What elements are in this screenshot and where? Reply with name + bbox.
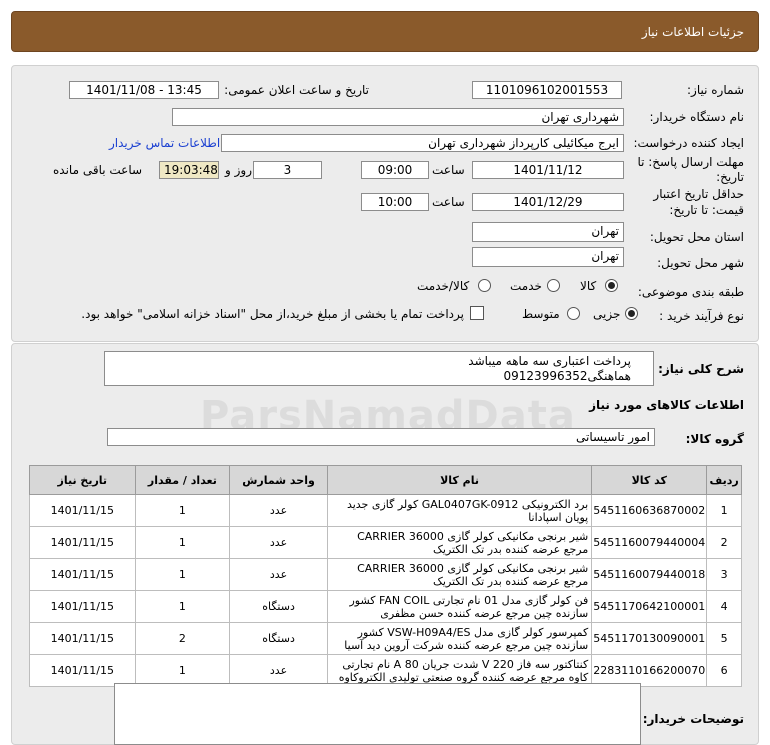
- col-unit-header: واحد شمارش: [230, 466, 328, 495]
- goods-qty: 1: [135, 527, 230, 559]
- need-number-label: شماره نیاز:: [687, 83, 744, 97]
- goods-code: 5451160079440004: [592, 527, 707, 559]
- category-goods-label: کالا: [580, 279, 597, 293]
- validity-date-field: 1401/12/29: [472, 193, 624, 211]
- days-label: روز و: [225, 163, 252, 177]
- need-date: 1401/11/15: [30, 527, 136, 559]
- deadline-label-date: تاریخ:: [716, 170, 744, 184]
- goods-name: شیر برنجی مکانیکی کولر گازی CARRIER 36000 مرجع عرضه کننده بدر تک الکتریک: [327, 559, 591, 591]
- goods-code: 5451160079440018: [592, 559, 707, 591]
- province-field: تهران: [472, 222, 624, 242]
- buyer-notes-field: [114, 683, 641, 745]
- goods-name: شیر برنجی مکانیکی کولر گازی CARRIER 36000 مرجع عرضه کننده بدر تک الکتریک: [327, 527, 591, 559]
- goods-code: 5451170130090001: [592, 623, 707, 655]
- row-number: 1: [707, 495, 742, 527]
- description-field: [104, 351, 654, 386]
- goods-code: 5451170642100001: [592, 591, 707, 623]
- goods-table: [29, 465, 742, 687]
- description-line-2: هماهنگی09123996352: [503, 369, 631, 383]
- goods-qty: 2: [135, 623, 230, 655]
- days-field: 3: [253, 161, 322, 179]
- announce-datetime-field: 1401/11/08 - 13:45: [69, 81, 219, 99]
- description-line-1: پرداخت اعتباری سه ماهه میباشد: [468, 354, 631, 368]
- goods-group-field: امور تاسیساتی: [107, 428, 655, 446]
- validity-time-label: ساعت: [432, 195, 465, 209]
- need-date: 1401/11/15: [30, 655, 136, 687]
- category-both-label: کالا/خدمت: [417, 279, 470, 293]
- deadline-label: مهلت ارسال پاسخ: تا: [637, 155, 744, 169]
- remaining-time-field: 19:03:48: [159, 161, 219, 179]
- need-date: 1401/11/15: [30, 623, 136, 655]
- need-date: 1401/11/15: [30, 559, 136, 591]
- goods-name: کنتاکتور سه فاز V 220 شدت جریان A 80 نام تجارتی کاوه مرجع عرضه کننده گروه صنعتی تولیدی الکتروکاوه: [327, 655, 591, 687]
- province-label: استان محل تحویل:: [649, 230, 744, 244]
- goods-unit: دستگاه: [230, 591, 328, 623]
- col-qty-header: تعداد / مقدار: [135, 466, 230, 495]
- city-label: شهر محل تحویل:: [657, 256, 744, 270]
- goods-name: کمپرسور کولر گازی مدل VSW-H09A4/ES کشور سازنده چین مرجع عرضه کننده شرکت آروین دید آسیا: [327, 623, 591, 655]
- category-service-label: خدمت: [510, 279, 542, 293]
- row-number: 3: [707, 559, 742, 591]
- buyer-org-label: نام دستگاه خریدار:: [649, 110, 744, 124]
- goods-unit: عدد: [230, 495, 328, 527]
- city-field: تهران: [472, 247, 624, 267]
- col-name-header: نام کالا: [327, 466, 591, 495]
- goods-unit: عدد: [230, 527, 328, 559]
- category-service-radio[interactable]: [547, 279, 560, 292]
- purchase-minor-label: جزیی: [593, 307, 621, 321]
- treasury-payment-checkbox[interactable]: [470, 306, 484, 320]
- validity-time-field: 10:00: [361, 193, 429, 211]
- goods-group-label: گروه کالا:: [685, 432, 744, 446]
- goods-qty: 1: [135, 495, 230, 527]
- deadline-time-label: ساعت: [432, 163, 465, 177]
- need-date: 1401/11/15: [30, 591, 136, 623]
- category-both-radio[interactable]: [478, 279, 491, 292]
- deadline-time-field: 09:00: [361, 161, 429, 179]
- col-date-header: تاریخ نیاز: [30, 466, 136, 495]
- table-row: [30, 495, 742, 527]
- table-row: [30, 655, 742, 687]
- goods-info-title: اطلاعات کالاهای مورد نیاز: [589, 398, 744, 412]
- validity-label-line1: حداقل تاریخ اعتبار: [653, 187, 744, 201]
- col-row-header: ردیف: [707, 466, 742, 495]
- goods-unit: عدد: [230, 655, 328, 687]
- remaining-label: ساعت باقی مانده: [53, 163, 143, 177]
- table-row: [30, 623, 742, 655]
- page-title: جزئیات اطلاعات نیاز: [641, 25, 744, 39]
- category-goods-radio[interactable]: [605, 279, 618, 292]
- row-number: 6: [707, 655, 742, 687]
- goods-qty: 1: [135, 655, 230, 687]
- goods-name: برد الکترونیکی GAL0407GK-0912 کولر گازی جدید پویان اسپادانا: [327, 495, 591, 527]
- goods-qty: 1: [135, 559, 230, 591]
- purchase-medium-radio[interactable]: [567, 307, 580, 320]
- treasury-payment-note: پرداخت تمام یا بخشی از مبلغ خرید،از محل "اسناد خزانه اسلامی" خواهد بود.: [81, 307, 464, 321]
- need-number-field: 1101096102001553: [472, 81, 622, 99]
- deadline-date-field: 1401/11/12: [472, 161, 624, 179]
- purchase-medium-label: متوسط: [522, 307, 560, 321]
- table-header-row: [30, 466, 742, 495]
- buyer-contact-link[interactable]: اطلاعات تماس خریدار: [109, 136, 221, 150]
- goods-code: 2283110166200070: [592, 655, 707, 687]
- buyer-org-field: شهرداری تهران: [172, 108, 624, 126]
- buyer-notes-label: توضیحات خریدار:: [642, 712, 744, 726]
- col-code-header: کد کالا: [592, 466, 707, 495]
- table-row: [30, 591, 742, 623]
- row-number: 2: [707, 527, 742, 559]
- purchase-minor-radio[interactable]: [625, 307, 638, 320]
- table-row: [30, 559, 742, 591]
- category-label: طبقه بندی موضوعی:: [637, 285, 744, 299]
- need-date: 1401/11/15: [30, 495, 136, 527]
- goods-unit: دستگاه: [230, 623, 328, 655]
- requester-field: ایرج میکائیلی کارپرداز شهرداری تهران: [221, 134, 624, 152]
- row-number: 4: [707, 591, 742, 623]
- goods-qty: 1: [135, 591, 230, 623]
- validity-label-line2: قیمت: تا تاریخ:: [669, 203, 744, 217]
- description-label: شرح کلی نیاز:: [658, 362, 744, 376]
- purchase-type-label: نوع فرآیند خرید :: [659, 309, 744, 323]
- table-row: [30, 527, 742, 559]
- announce-datetime-label: تاریخ و ساعت اعلان عمومی:: [224, 83, 369, 97]
- page-header: [11, 11, 759, 52]
- goods-code: 5451160636870002: [592, 495, 707, 527]
- row-number: 5: [707, 623, 742, 655]
- requester-label: ایجاد کننده درخواست:: [633, 136, 744, 150]
- goods-unit: عدد: [230, 559, 328, 591]
- goods-name: فن کولر گازی مدل 01 نام تجارتی FAN COIL کشور سازنده چین مرجع عرضه کننده حسن مظفری: [327, 591, 591, 623]
